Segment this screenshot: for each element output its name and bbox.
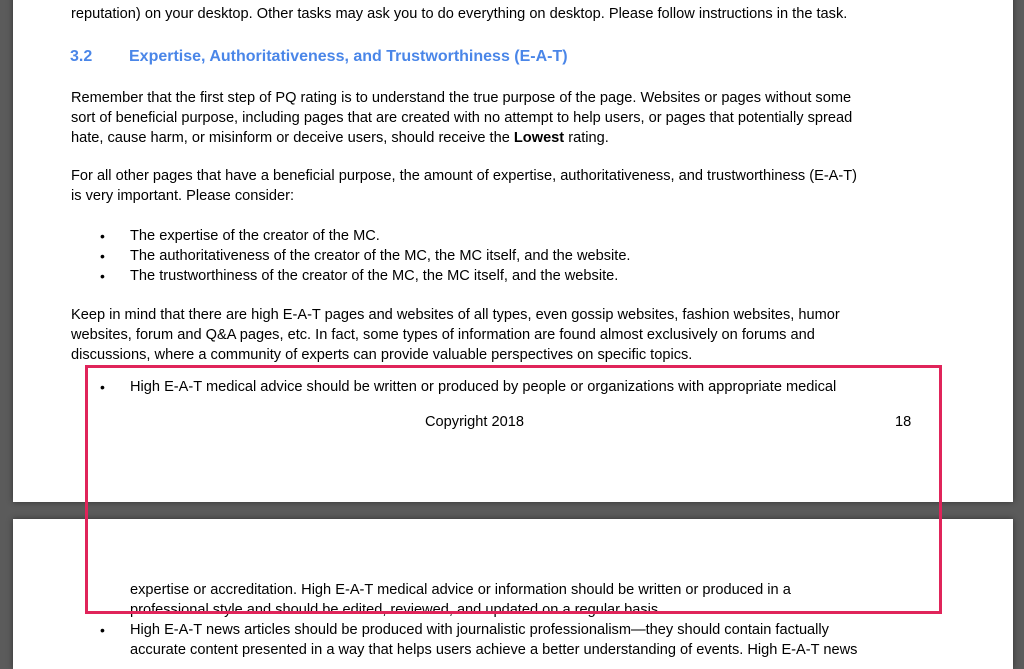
medical-advice-bullet-start: High E-A-T medical advice should be written or produced by people or organizations with appropriate medical — [130, 379, 837, 395]
list-item: The trustworthiness of the creator of the MC, the MC itself, and the website. — [130, 268, 619, 284]
paragraph-line: websites, forum and Q&A pages, etc. In fact, some types of information are found almost exclusively on forums and — [71, 327, 815, 343]
bullet-icon: • — [100, 248, 105, 264]
bullet-icon: • — [100, 228, 105, 244]
document-page-19 — [13, 519, 1013, 669]
top-line-text: reputation) on your desktop. Other tasks may ask you to do everything on desktop. Please follow instructions in the task. — [71, 6, 848, 22]
bullet-icon: • — [100, 268, 105, 284]
paragraph-line: discussions, where a community of experts can provide valuable perspectives on specific topics. — [71, 347, 693, 363]
bullet-icon: • — [100, 379, 105, 395]
paragraph-line: Keep in mind that there are high E-A-T pages and websites of all types, even gossip websites, fashion websites, humor — [71, 307, 840, 323]
paragraph-line — [71, 128, 609, 148]
list-item: The authoritativeness of the creator of the MC, the MC itself, and the website. — [130, 248, 631, 264]
lowest-rating-bold: Lowest — [513, 130, 565, 146]
bullet-icon: • — [100, 622, 105, 638]
paragraph-text: hate, cause harm, or misinform or deceive users, should receive the — [71, 130, 514, 146]
medical-advice-bullet-continued: professional style and should be edited, reviewed, and updated on a regular basis. — [130, 602, 663, 618]
news-articles-bullet: High E-A-T news articles should be produced with journalistic professionalism—they should contain factually — [130, 622, 829, 638]
paragraph-line: Remember that the first step of PQ rating is to understand the true purpose of the page. Websites or pages without some — [71, 90, 852, 106]
news-articles-bullet: accurate content presented in a way that helps users achieve a better understanding of events. High E-A-T news — [130, 642, 858, 658]
footer-page-number: 18 — [895, 414, 912, 430]
paragraph-text: rating. — [564, 130, 609, 146]
section-number: 3.2 — [70, 48, 93, 65]
list-item: The expertise of the creator of the MC. — [130, 228, 380, 244]
paragraph-line: sort of beneficial purpose, including pages that are created with no attempt to help users, or pages that potentially spread — [71, 110, 853, 126]
paragraph-line: is very important. Please consider: — [71, 188, 295, 204]
document-page-18 — [13, 0, 1013, 502]
footer-copyright: Copyright 2018 — [425, 414, 524, 430]
section-title: Expertise, Authoritativeness, and Trustworthiness (E-A-T) — [129, 48, 568, 65]
paragraph-line: For all other pages that have a beneficial purpose, the amount of expertise, authoritativeness, and trustworthiness (E-A-T) — [71, 168, 858, 184]
medical-advice-bullet-continued: expertise or accreditation. High E-A-T medical advice or information should be written or produced in a — [130, 582, 791, 598]
